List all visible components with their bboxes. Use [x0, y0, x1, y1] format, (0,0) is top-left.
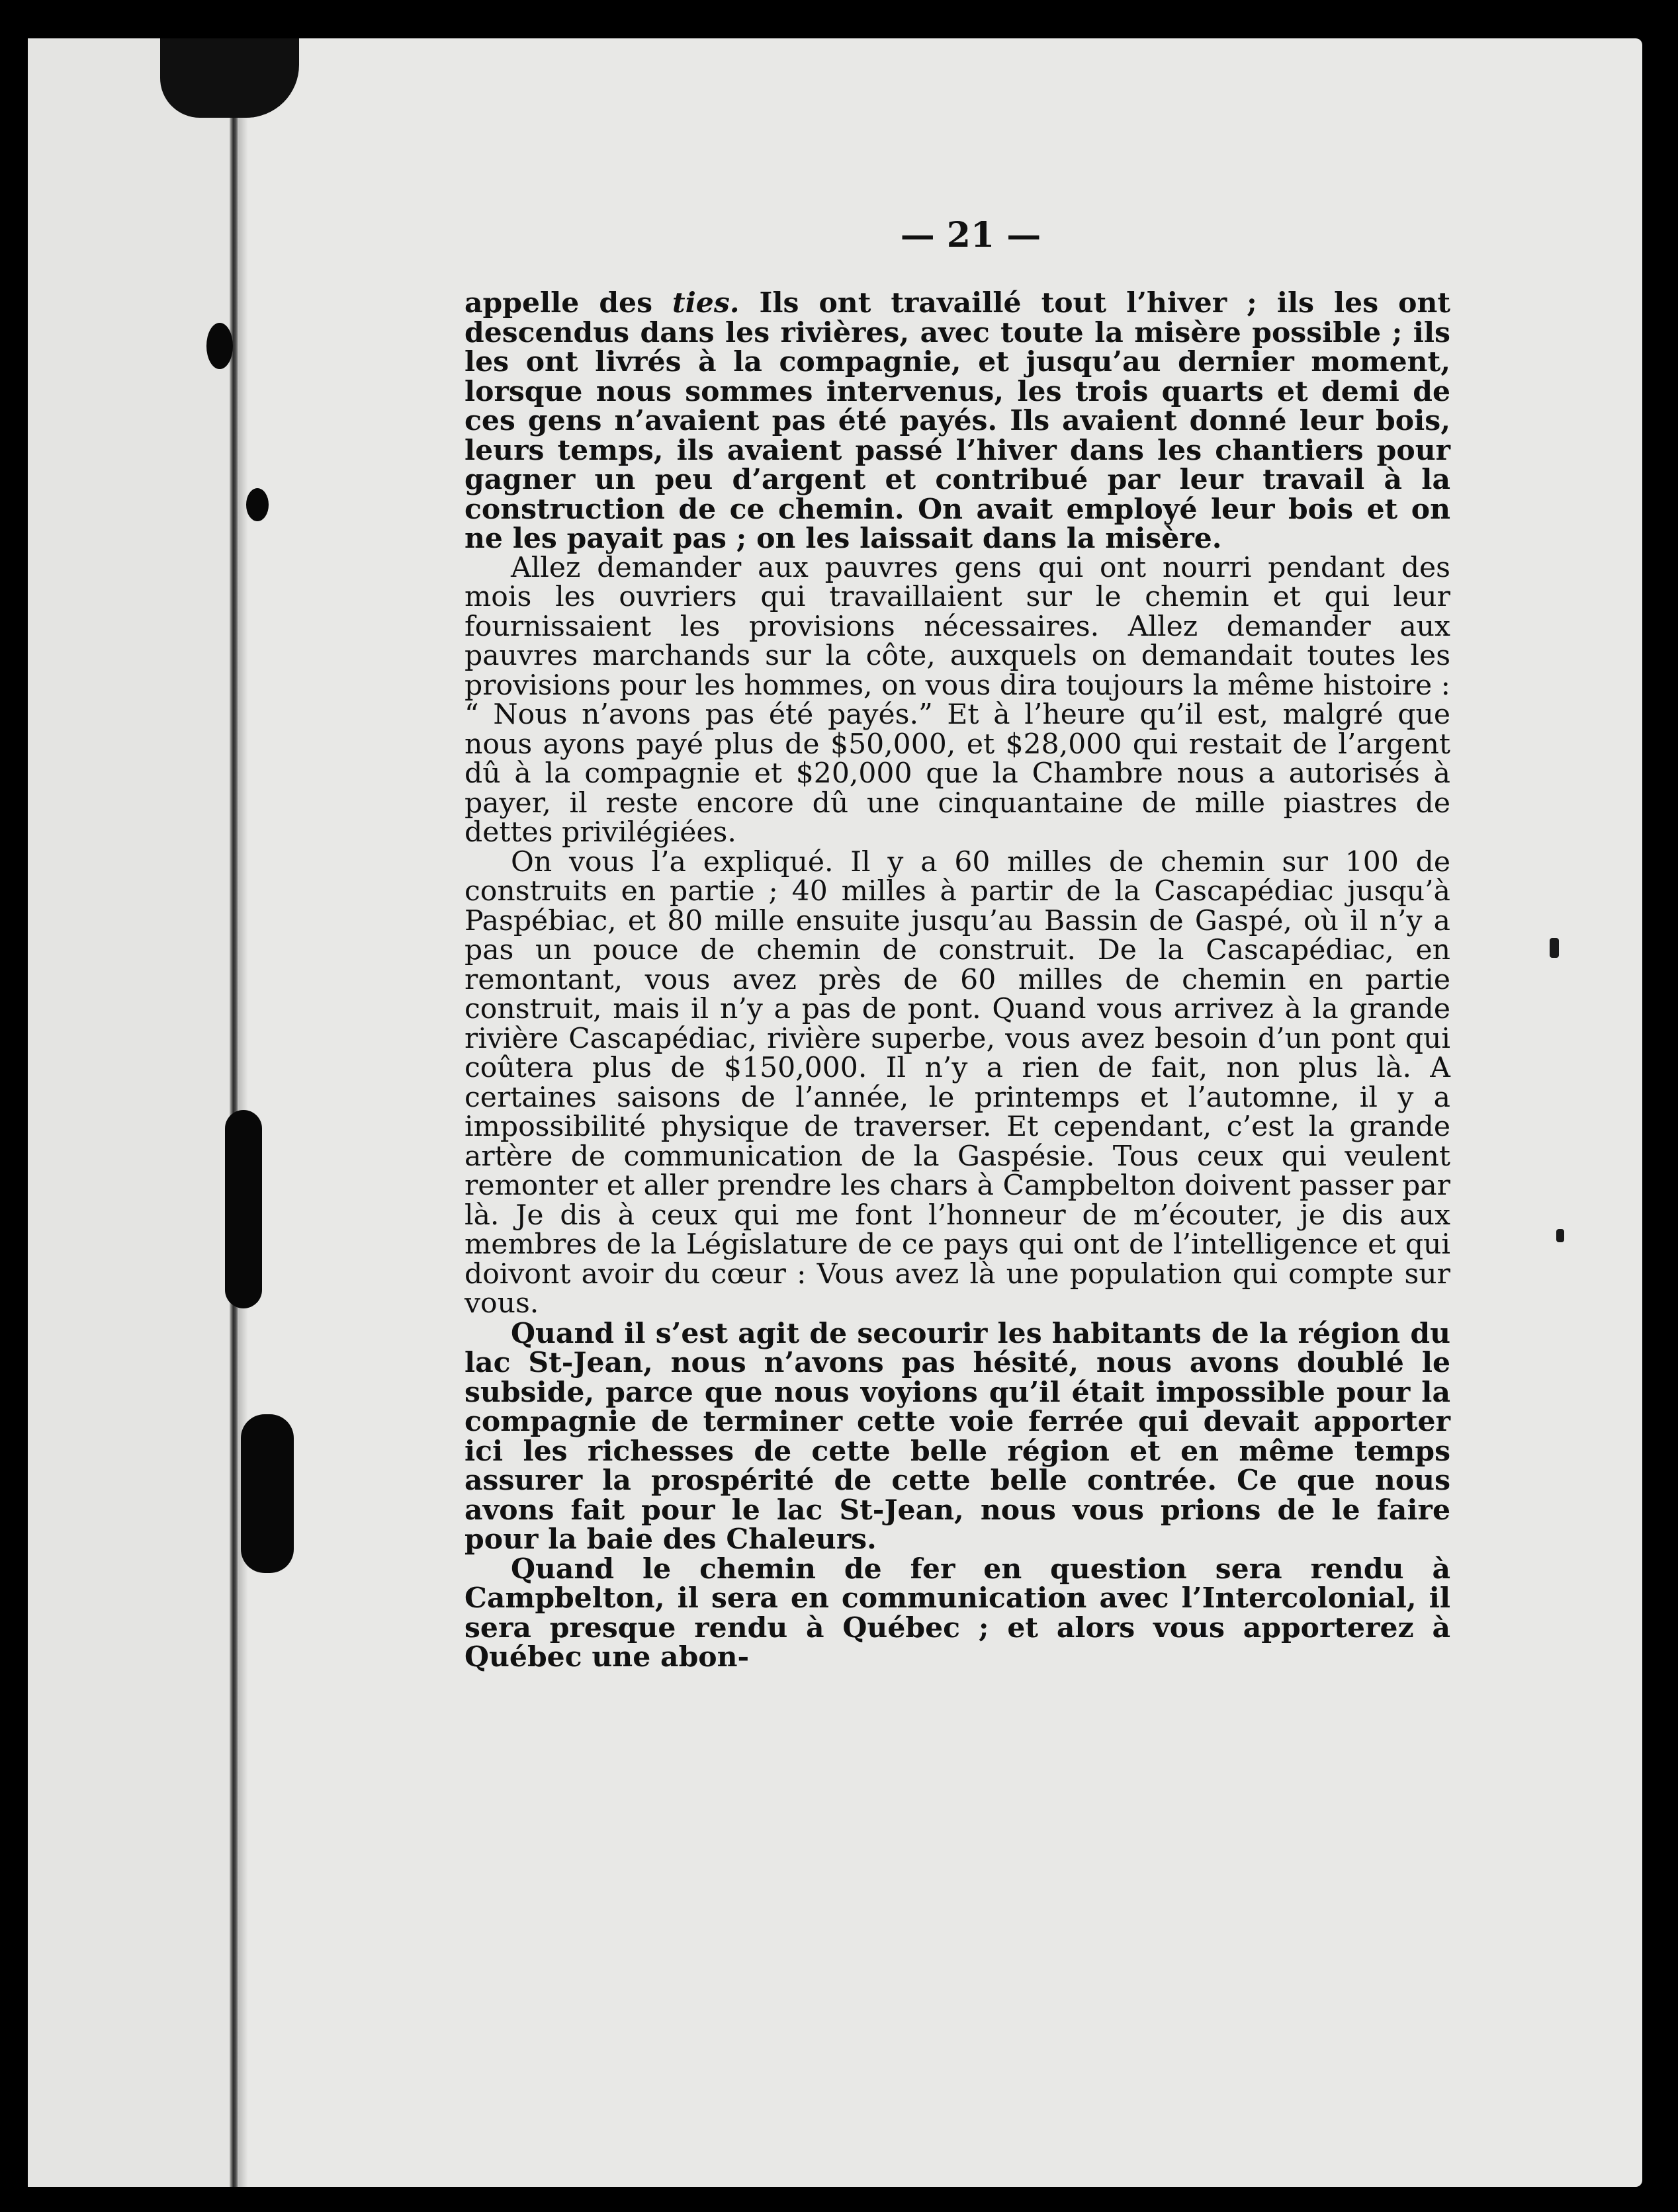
paragraph-2: Allez demander aux pauvres gens qui ont nourri pendant des mois les ouvriers qui travaillaient sur le chemin et qui leur fournissaient les provisions nécessaires. Allez demander aux pauvres marchands sur la côte, auxquels on demandait toutes les provisions pour les hommes, on vous dira toujours la même histoire : “ Nous n’avons pas été payés.” Et à l’heure qu’il est, malgré que nous ayons payé plus de $50,000, et $28,000 qui restait de l’argent dû à la compagnie et $20,000 que la Chambre nous a autorisés à payer, il reste encore dû une cinquantaine de mille piastres de dettes privilégiées. [464, 551, 1450, 849]
body-text [464, 216, 1450, 1672]
italic-word: ties. [672, 286, 740, 319]
paragraph-4: Quand il s’est agit de secourir les habitants de la région du lac St-Jean, nous n’avons pas hésité, nous avons doublé le subside, parce que nous voyions qu’il était impossible pour la compagnie de terminer cette voie ferrée qui devait apporter ici les richesses de cette belle région et en même temps assurer la prospérité de cette belle contrée. Ce que nous avons fait pour le lac St-Jean, nous vous prions de le faire pour la baie des Chaleurs. [464, 1316, 1450, 1556]
binding-hole [206, 323, 233, 369]
edge-mark [1550, 938, 1559, 958]
paragraph-1 [464, 288, 1450, 554]
binding-hole [246, 488, 269, 521]
ink-blot [160, 38, 299, 118]
paragraph-1-start: appelle des [464, 286, 672, 319]
binding-hole [225, 1110, 262, 1308]
page-sheet [28, 38, 1642, 2187]
paragraph-1-rest: Ils ont travaillé tout l’hiver ; ils les ont descendus dans les rivières, avec toute la misère possible ; ils les ont livrés à la compagnie, et jusqu’au dernier moment, lorsque nous sommes intervenus, les trois quarts et demi de ces gens n’avaient pas été payés. Ils avaient donné leur bois, leurs temps, ils avaient passé l’hiver dans les chantiers pour gagner un peu d’argent et contribué par leur travail à la construction de ce chemin. On avait employé leur bois et on ne les payait pas ; on les laissait dans la misère. [464, 286, 1451, 555]
binding-hole [241, 1414, 294, 1573]
page-number: — 21 — [900, 215, 1041, 255]
paragraph-3: On vous l’a expliqué. Il y a 60 milles de chemin sur 100 de construits en partie ; 40 milles à partir de la Cascapédiac jusqu’à Paspébiac, et 80 mille ensuite jusqu’au Bassin de Gaspé, où il n’y a pas un pouce de chemin de construit. De la Cascapédiac, en remontant, vous avez près de 60 milles de chemin en partie construit, mais il n’y a pas de pont. Quand vous arrivez à la grande rivière Cascapédiac, rivière superbe, vous avez besoin d’un pont qui coûtera plus de $150,000. Il n’y a rien de fait, non plus là. A certaines saisons de l’année, le printemps et l’automne, il y a impossibilité physique de traverser. Et cependant, c’est la grande artère de communication de la Gaspésie. Tous ceux qui veulent remonter et aller prendre les chars à Campbelton doivent passer par là. Je dis à ceux qui me font l’honneur de m’écouter, je dis aux membres de la Législature de ce pays qui ont de l’intelligence et qui doivont avoir du cœur : Vous avez là une population qui compte sur vous. [464, 845, 1450, 1320]
paragraph-5: Quand le chemin de fer en question sera rendu à Campbelton, il sera en communication avec l’Intercolonial, il sera presque rendu à Québec ; et alors vous apporterez à Québec une abon- [464, 1552, 1450, 1674]
edge-mark [1556, 1229, 1564, 1242]
facing-page [28, 38, 230, 2187]
